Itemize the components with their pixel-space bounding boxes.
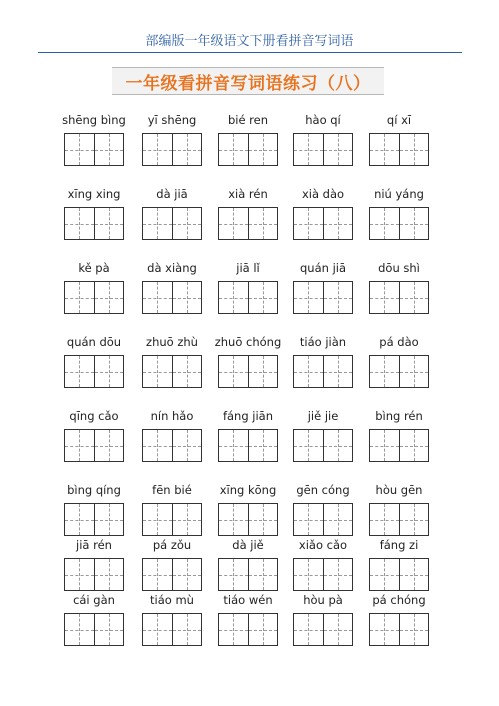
pinyin-label: fáng zi [379, 538, 419, 552]
character-cell[interactable] [248, 559, 278, 590]
character-cell[interactable] [65, 356, 94, 387]
writing-grid[interactable] [64, 281, 124, 314]
writing-grid[interactable] [142, 207, 202, 240]
writing-grid[interactable] [369, 558, 429, 591]
character-cell[interactable] [143, 559, 172, 590]
worksheet-title-banner [112, 67, 384, 95]
character-cell[interactable] [248, 430, 278, 461]
character-cell[interactable] [65, 430, 94, 461]
character-cell[interactable] [94, 282, 124, 313]
writing-grid[interactable] [369, 281, 429, 314]
character-cell[interactable] [399, 134, 429, 165]
pinyin-label: jiě jie [307, 409, 339, 423]
writing-grid[interactable] [293, 355, 353, 388]
character-cell[interactable] [370, 430, 399, 461]
pinyin-label: xīng kōng [219, 483, 277, 497]
writing-grid[interactable] [142, 558, 202, 591]
character-cell[interactable] [172, 504, 202, 535]
writing-grid[interactable] [218, 503, 278, 536]
writing-grid[interactable] [142, 281, 202, 314]
writing-grid[interactable] [64, 133, 124, 166]
character-cell[interactable] [399, 356, 429, 387]
writing-grid[interactable] [218, 281, 278, 314]
writing-grid[interactable] [369, 613, 429, 646]
character-cell[interactable] [248, 282, 278, 313]
character-cell[interactable] [370, 614, 399, 645]
character-cell[interactable] [219, 282, 248, 313]
character-cell[interactable] [248, 614, 278, 645]
writing-grid[interactable] [218, 429, 278, 462]
writing-grid[interactable] [369, 429, 429, 462]
pinyin-label: jiā rén [76, 538, 112, 552]
character-cell[interactable] [399, 614, 429, 645]
pinyin-label: tiáo jiàn [299, 335, 347, 349]
character-cell[interactable] [219, 208, 248, 239]
character-cell[interactable] [323, 430, 353, 461]
character-cell[interactable] [94, 134, 124, 165]
character-cell[interactable] [65, 614, 94, 645]
writing-grid[interactable] [218, 558, 278, 591]
character-cell[interactable] [172, 134, 202, 165]
pinyin-label: pá chóng [372, 593, 426, 607]
pinyin-label: zhuō chóng [214, 335, 282, 349]
character-cell[interactable] [94, 356, 124, 387]
character-cell[interactable] [94, 208, 124, 239]
character-cell[interactable] [370, 356, 399, 387]
pinyin-label: hòu gēn [375, 483, 423, 497]
character-cell[interactable] [399, 504, 429, 535]
character-cell[interactable] [143, 134, 172, 165]
pinyin-label: fáng jiān [222, 409, 274, 423]
character-cell[interactable] [248, 504, 278, 535]
character-cell[interactable] [219, 559, 248, 590]
pinyin-label: xià rén [228, 187, 268, 201]
character-cell[interactable] [294, 614, 323, 645]
character-cell[interactable] [172, 614, 202, 645]
writing-grid[interactable] [218, 355, 278, 388]
writing-grid[interactable] [142, 133, 202, 166]
writing-grid[interactable] [369, 207, 429, 240]
character-cell[interactable] [94, 614, 124, 645]
character-cell[interactable] [399, 208, 429, 239]
writing-grid[interactable] [218, 133, 278, 166]
character-cell[interactable] [65, 504, 94, 535]
character-cell[interactable] [65, 559, 94, 590]
pinyin-label: gēn cóng [296, 483, 350, 497]
writing-grid[interactable] [64, 207, 124, 240]
pinyin-label: jiā lǐ [236, 261, 260, 275]
pinyin-label: tiáo wén [223, 593, 273, 607]
character-cell[interactable] [294, 559, 323, 590]
pinyin-label: fēn bié [152, 483, 192, 497]
writing-grid[interactable] [293, 281, 353, 314]
pinyin-label: dōu shì [378, 261, 420, 275]
character-cell[interactable] [65, 282, 94, 313]
pinyin-label: bìng rén [375, 409, 423, 423]
character-cell[interactable] [94, 430, 124, 461]
writing-grid[interactable] [142, 355, 202, 388]
character-cell[interactable] [370, 282, 399, 313]
character-cell[interactable] [143, 282, 172, 313]
character-cell[interactable] [370, 504, 399, 535]
character-cell[interactable] [143, 356, 172, 387]
pinyin-label: yī shēng [147, 113, 197, 127]
character-cell[interactable] [370, 134, 399, 165]
writing-grid[interactable] [369, 355, 429, 388]
character-cell[interactable] [323, 504, 353, 535]
character-cell[interactable] [94, 504, 124, 535]
character-cell[interactable] [219, 504, 248, 535]
character-cell[interactable] [323, 282, 353, 313]
character-cell[interactable] [172, 208, 202, 239]
pinyin-label: zhuō zhù [146, 335, 198, 349]
character-cell[interactable] [248, 356, 278, 387]
character-cell[interactable] [323, 134, 353, 165]
pinyin-label: pá zǒu [152, 538, 192, 552]
character-cell[interactable] [172, 282, 202, 313]
writing-grid[interactable] [218, 613, 278, 646]
character-cell[interactable] [370, 559, 399, 590]
pinyin-label: quán dōu [66, 335, 122, 349]
character-cell[interactable] [65, 208, 94, 239]
character-cell[interactable] [294, 282, 323, 313]
pinyin-label: nín hǎo [150, 409, 194, 423]
writing-grid[interactable] [142, 429, 202, 462]
writing-grid[interactable] [369, 133, 429, 166]
writing-grid[interactable] [64, 355, 124, 388]
writing-grid[interactable] [293, 133, 353, 166]
character-cell[interactable] [248, 208, 278, 239]
pinyin-label: cái gàn [73, 593, 115, 607]
character-cell[interactable] [65, 134, 94, 165]
pinyin-label: niú yáng [374, 187, 424, 201]
character-cell[interactable] [172, 356, 202, 387]
character-cell[interactable] [323, 208, 353, 239]
pinyin-label: hào qí [305, 113, 341, 127]
character-cell[interactable] [399, 430, 429, 461]
character-cell[interactable] [399, 282, 429, 313]
writing-grid[interactable] [64, 613, 124, 646]
character-cell[interactable] [219, 356, 248, 387]
writing-grid[interactable] [64, 558, 124, 591]
character-cell[interactable] [294, 208, 323, 239]
writing-grid[interactable] [293, 503, 353, 536]
writing-grid[interactable] [293, 207, 353, 240]
character-cell[interactable] [294, 134, 323, 165]
writing-grid[interactable] [369, 503, 429, 536]
pinyin-label: pá dào [379, 335, 419, 349]
pinyin-label: xià dào [301, 187, 345, 201]
character-cell[interactable] [294, 356, 323, 387]
pinyin-label: quán jiā [299, 261, 347, 275]
character-cell[interactable] [94, 559, 124, 590]
writing-grid[interactable] [218, 207, 278, 240]
character-cell[interactable] [323, 614, 353, 645]
character-cell[interactable] [172, 430, 202, 461]
writing-grid[interactable] [293, 429, 353, 462]
character-cell[interactable] [294, 504, 323, 535]
worksheet-title: 一年级看拼音写词语练习（八） [125, 73, 371, 94]
character-cell[interactable] [248, 134, 278, 165]
writing-grid[interactable] [142, 613, 202, 646]
header-divider [38, 52, 462, 53]
writing-grid[interactable] [64, 429, 124, 462]
pinyin-label: bìng qíng [67, 483, 121, 497]
pinyin-label: tiáo mù [150, 593, 194, 607]
character-cell[interactable] [370, 208, 399, 239]
pinyin-label: bié ren [227, 113, 269, 127]
pinyin-label: kě pà [78, 261, 110, 275]
character-cell[interactable] [323, 559, 353, 590]
pinyin-label: dà jiě [232, 538, 264, 552]
pinyin-label: qí xī [386, 113, 412, 127]
pinyin-label: xiǎo cǎo [298, 538, 348, 552]
character-cell[interactable] [143, 430, 172, 461]
writing-grid[interactable] [64, 503, 124, 536]
character-cell[interactable] [219, 134, 248, 165]
page-header: 部编版一年级语文下册看拼音写词语 [145, 34, 354, 49]
character-cell[interactable] [143, 614, 172, 645]
character-cell[interactable] [399, 559, 429, 590]
writing-grid[interactable] [293, 558, 353, 591]
pinyin-label: dà jiā [156, 187, 188, 201]
writing-grid[interactable] [142, 503, 202, 536]
character-cell[interactable] [294, 430, 323, 461]
character-cell[interactable] [219, 614, 248, 645]
character-cell[interactable] [172, 559, 202, 590]
pinyin-label: hòu pà [303, 593, 343, 607]
character-cell[interactable] [219, 430, 248, 461]
writing-grid[interactable] [293, 613, 353, 646]
pinyin-label: dà xiàng [147, 261, 197, 275]
pinyin-label: qīng cǎo [69, 409, 119, 423]
pinyin-label: shēng bìng [62, 113, 126, 127]
character-cell[interactable] [143, 504, 172, 535]
character-cell[interactable] [323, 356, 353, 387]
character-cell[interactable] [143, 208, 172, 239]
pinyin-label: xīng xing [67, 187, 121, 201]
